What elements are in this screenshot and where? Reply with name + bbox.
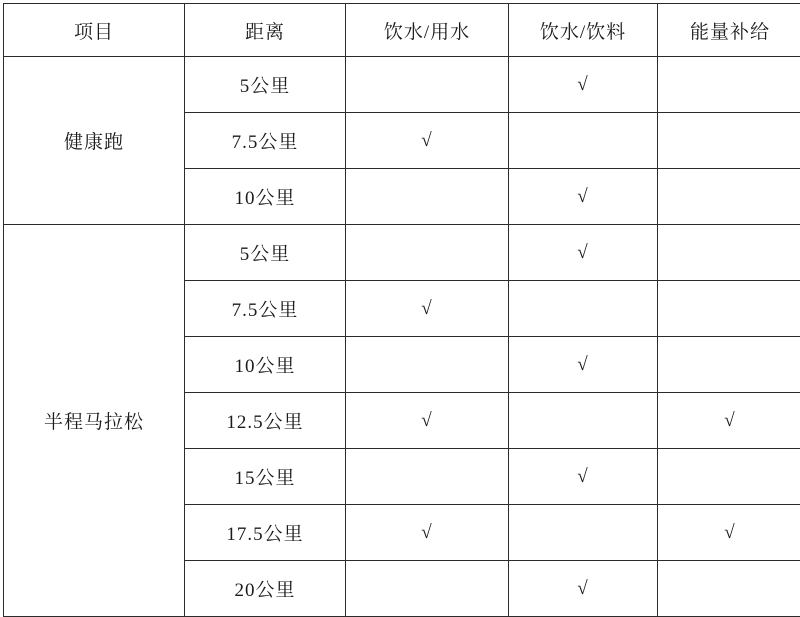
drink-cell [509, 505, 658, 561]
column-header-distance: 距离 [185, 4, 346, 57]
water-cell: √ [346, 393, 509, 449]
drink-cell: √ [509, 561, 658, 617]
energy-cell [658, 169, 800, 225]
drink-cell: √ [509, 169, 658, 225]
table-row [4, 225, 800, 281]
energy-cell [658, 57, 800, 113]
table-header [4, 4, 800, 57]
distance-cell: 5公里 [185, 57, 346, 113]
water-cell [346, 337, 509, 393]
drink-cell: √ [509, 57, 658, 113]
drink-cell [509, 281, 658, 337]
distance-cell: 17.5公里 [185, 505, 346, 561]
energy-cell [658, 225, 800, 281]
water-cell [346, 225, 509, 281]
water-cell [346, 169, 509, 225]
drink-cell: √ [509, 449, 658, 505]
distance-cell: 10公里 [185, 169, 346, 225]
energy-cell: √ [658, 505, 800, 561]
document-page [0, 3, 800, 605]
distance-cell: 12.5公里 [185, 393, 346, 449]
group-label-health-run: 健康跑 [4, 57, 185, 225]
energy-cell [658, 113, 800, 169]
distance-cell: 15公里 [185, 449, 346, 505]
supply-point-table [3, 3, 800, 617]
column-header-item: 项目 [4, 4, 185, 57]
distance-cell: 7.5公里 [185, 281, 346, 337]
table-header-row [4, 4, 800, 57]
water-cell: √ [346, 113, 509, 169]
group-label-half-marathon: 半程马拉松 [4, 225, 185, 617]
distance-cell: 5公里 [185, 225, 346, 281]
drink-cell: √ [509, 225, 658, 281]
energy-cell [658, 561, 800, 617]
table-row [4, 57, 800, 113]
column-header-energy: 能量补给 [658, 4, 800, 57]
energy-cell [658, 281, 800, 337]
distance-cell: 20公里 [185, 561, 346, 617]
water-cell [346, 57, 509, 113]
energy-cell [658, 449, 800, 505]
water-cell [346, 449, 509, 505]
column-header-water: 饮水/用水 [346, 4, 509, 57]
energy-cell [658, 337, 800, 393]
drink-cell [509, 393, 658, 449]
column-header-drink: 饮水/饮料 [509, 4, 658, 57]
water-cell: √ [346, 281, 509, 337]
water-cell [346, 561, 509, 617]
distance-cell: 10公里 [185, 337, 346, 393]
drink-cell [509, 113, 658, 169]
drink-cell: √ [509, 337, 658, 393]
table-body [4, 57, 800, 617]
distance-cell: 7.5公里 [185, 113, 346, 169]
energy-cell: √ [658, 393, 800, 449]
water-cell: √ [346, 505, 509, 561]
